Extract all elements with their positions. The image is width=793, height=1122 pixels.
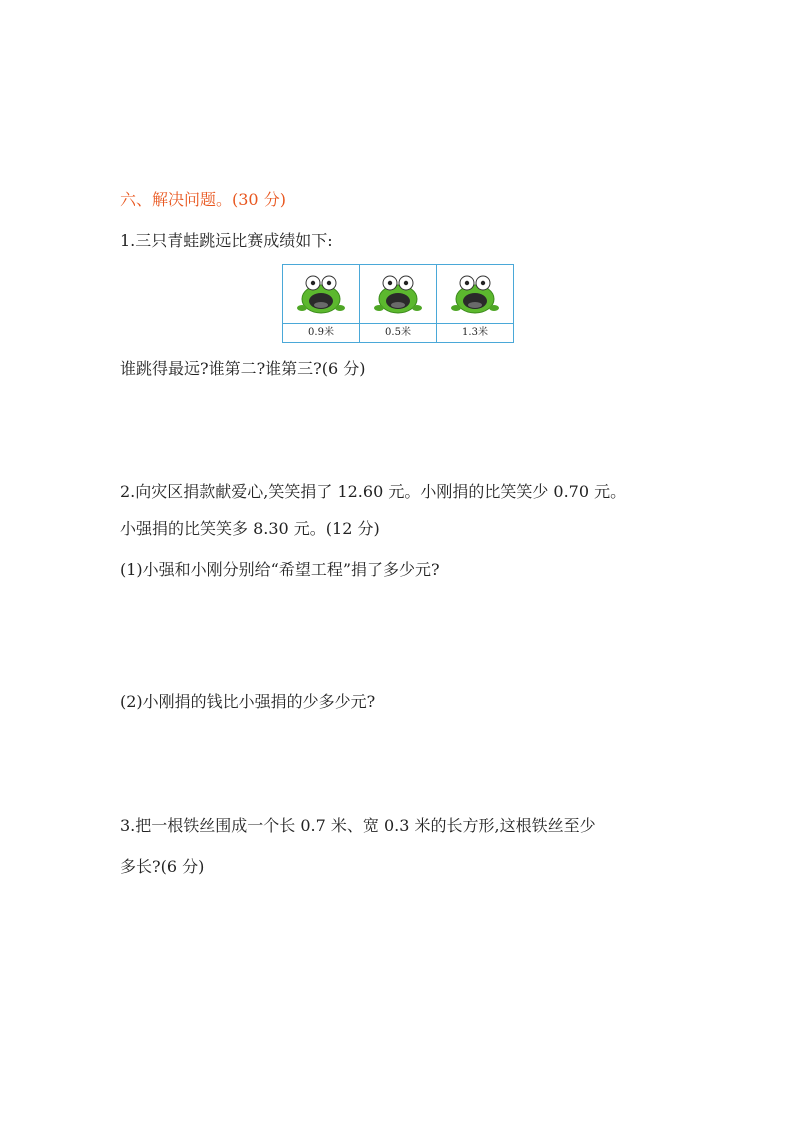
frog-3-distance: 1.3米 bbox=[437, 324, 514, 343]
frog-icon bbox=[450, 272, 500, 316]
frog-2-distance: 0.5米 bbox=[360, 324, 437, 343]
question-1-prompt: 谁跳得最远?谁第二?谁第三?(6 分) bbox=[120, 359, 366, 378]
question-2-sub-2: (2)小刚捐的钱比小强捐的少多少元? bbox=[120, 692, 376, 711]
frog-cell-1 bbox=[283, 265, 360, 324]
question-1-stem: 1.三只青蛙跳远比赛成绩如下: bbox=[120, 231, 333, 250]
question-2-line-2: 小强捐的比笑笑多 8.30 元。(12 分) bbox=[120, 519, 380, 538]
frog-cell-3 bbox=[437, 265, 514, 324]
section-title: 六、解决问题。(30 分) bbox=[120, 190, 286, 209]
frog-icon bbox=[296, 272, 346, 316]
frog-cell-2 bbox=[360, 265, 437, 324]
question-2-line-1: 2.向灾区捐款献爱心,笑笑捐了 12.60 元。小刚捐的比笑笑少 0.70 元。 bbox=[120, 482, 627, 501]
frog-results-table bbox=[282, 264, 514, 343]
frog-icon bbox=[373, 272, 423, 316]
frog-1-distance: 0.9米 bbox=[283, 324, 360, 343]
question-3-line-1: 3.把一根铁丝围成一个长 0.7 米、宽 0.3 米的长方形,这根铁丝至少 bbox=[120, 816, 596, 835]
question-2-sub-1: (1)小强和小刚分别给“希望工程”捐了多少元? bbox=[120, 560, 440, 579]
question-3-line-2: 多长?(6 分) bbox=[120, 857, 205, 876]
